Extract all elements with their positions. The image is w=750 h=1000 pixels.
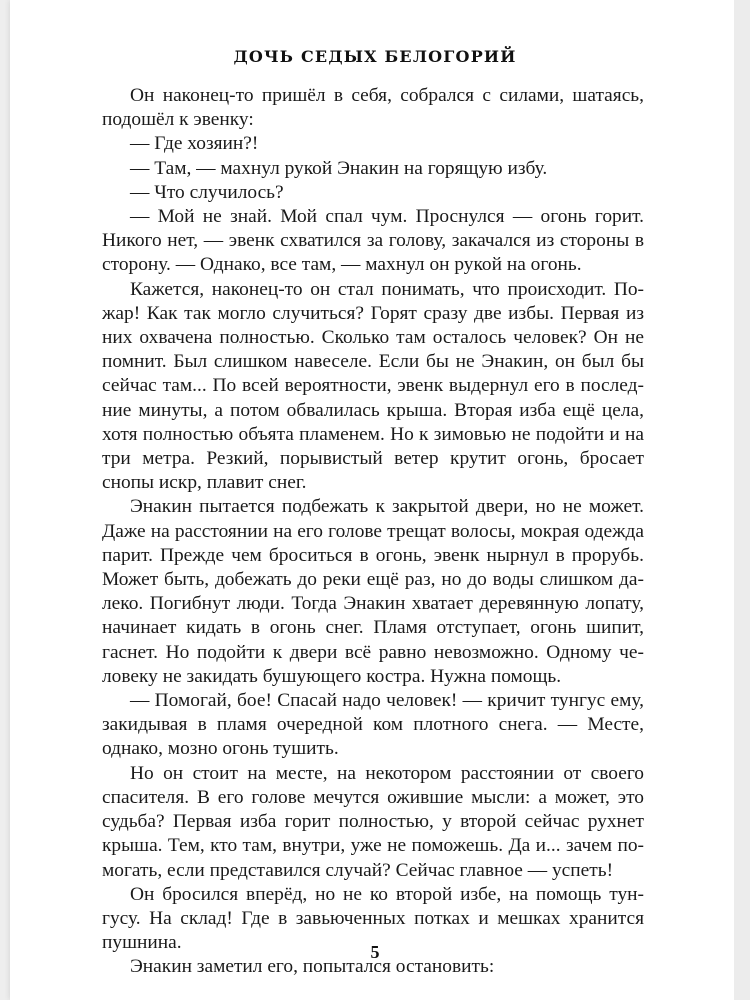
paragraph: Но он стоит на месте, на некотором расстоянии от своего спасителя. В его голове мечутся ожившие мысли: а может, это судьба? Первая изба горит полностью, у второй сейчас рухнет крыша. Тем, кто там, внутри, уже не поможешь. Да и... зачем помогать, если представился случай? Сейчас главное — успеть! [102,762,644,881]
paragraph: Кажется, наконец-то он стал понимать, что происходит. Пожар! Как так могло случиться? Горят сразу две избы. Первая из них охвачена полностью. Сколько там осталось человек? Он не помнит. Был слишком навеселе. Если бы не Энакин, он был бы сейчас там... По всей вероятности, эвенк выдернул его в последние минуты, а потом обвалилась крыша. Вторая изба ещё цела, хотя полностью объята пламенем. Но к зимовью не подойти и на три метра. Резкий, порывистый ветер крутит огонь, бросает снопы искр, плавит снег. [102,278,644,494]
paragraph: Энакин заметил его, попытался остановить: [130,956,495,978]
page-edge-right [734,0,750,1000]
page-number: 5 [370,942,380,962]
body-text [102,84,644,980]
running-header: ДОЧЬ СЕДЫХ БЕЛОГОРИЙ [233,47,517,66]
paragraph: — Помогай, бое! Спасай надо человек! — кричит тунгус ему, закидывая в пламя очередной ком плотного снега. — Месте, однако, мозно огонь тушить. [102,690,644,760]
paragraph: — Что случилось? [130,181,284,203]
paragraph: — Где хозяин?! [130,133,259,155]
paragraph: Он наконец-то пришёл в себя, собрался с силами, шатаясь, подошёл к эвенку: [102,85,644,131]
paragraph: — Мой не знай. Мой спал чум. Проснулся — огонь горит. Никого нет, — эвенк схватился за голову, закачался из стороны в сторону. — Однако, все там, — махнул он рукой на огонь. [102,206,644,276]
paragraph: Энакин пытается подбежать к закрытой двери, но не может. Даже на расстоянии на его голове трещат волосы, мокрая одежда парит. Прежде чем броситься в огонь, эвенк нырнул в прорубь. Может быть, добежать до реки ещё раз, но до воды слишком далеко. Погибнут люди. Тогда Энакин хватает деревянную лопату, начинает кидать в огонь снег. Пламя отступает, огонь шипит, гаснет. Но подойти к двери всё равно невозможно. Одному человеку не закидать бушующего костра. Нужна помощь. [102,496,644,687]
paragraph: Он бросился вперёд, но не ко второй избе, на помощь тунгусу. На склад! Где в завьюченных потках и мешках хранится пушнина. [102,883,644,954]
page-edge-left [0,0,10,1000]
paragraph: — Там, — махнул рукой Энакин на горящую избу. [130,157,548,179]
